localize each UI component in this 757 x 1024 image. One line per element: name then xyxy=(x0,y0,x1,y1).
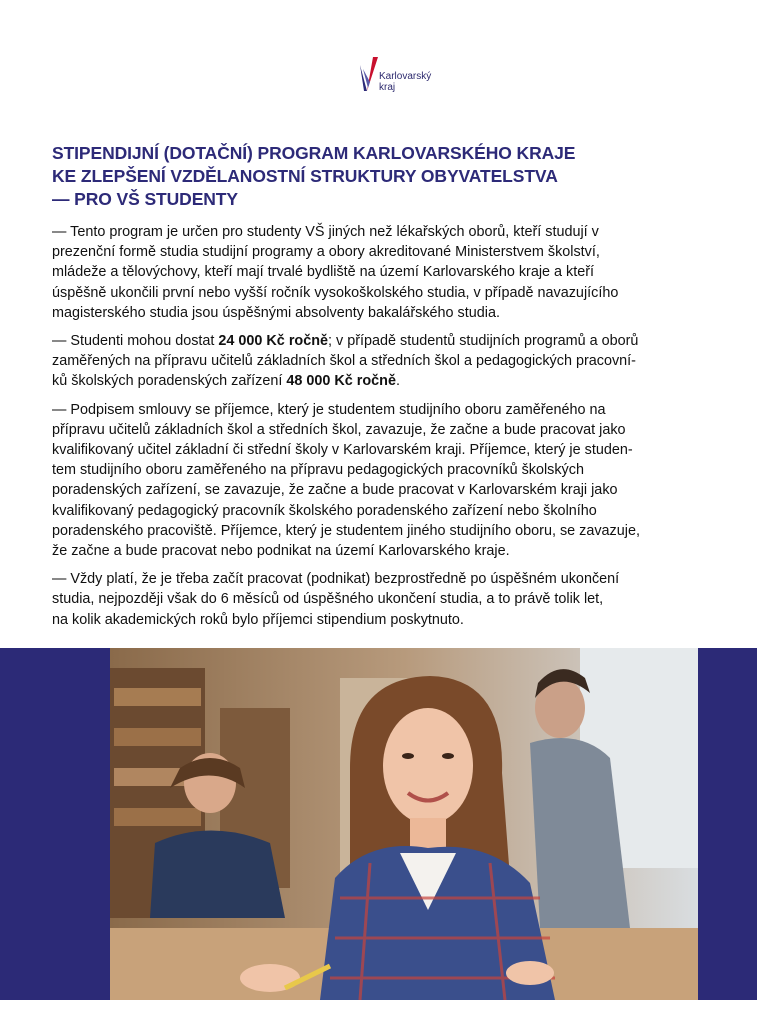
logo-line1: Karlovarský xyxy=(379,71,432,82)
text-line: — Podpisem smlouvy se příjemce, který je studentem studijního oboru zaměřeného na xyxy=(52,401,606,418)
text-line xyxy=(52,331,720,351)
text-fragment: ; v případě studentů studijních programů a oborů xyxy=(328,333,639,350)
body-text xyxy=(52,222,720,638)
text-line: na kolik akademických roků bylo příjemci stipendium poskytnuto. xyxy=(52,611,464,628)
text-line: že začne a bude pracovat nebo podnikat na území Karlovarského kraje. xyxy=(52,543,510,560)
text-line: poradenských zařízení, se zavazuje, že začne a bude pracovat v Karlovarském kraji jako xyxy=(52,482,618,499)
page-title xyxy=(52,142,712,211)
logo xyxy=(358,55,458,100)
text-line: poradenského pracoviště. Příjemce, který je studentem jiného studijního oboru, se zavazuje, xyxy=(52,522,640,539)
text-line: kvalifikovaný učitel základní či střední školy v Karlovarském kraji. Příjemce, který je studen- xyxy=(52,442,633,459)
text-line: zaměřených na přípravu učitelů základních škol a středních škol a pedagogických pracovní- xyxy=(52,353,636,370)
paragraph-timing xyxy=(52,569,720,630)
amount-48000: 48 000 Kč ročně xyxy=(286,373,396,390)
logo-text xyxy=(379,71,431,93)
students-in-library-photo xyxy=(110,648,698,1000)
text-line xyxy=(52,371,720,391)
title-line1: STIPENDIJNÍ (DOTAČNÍ) PROGRAM KARLOVARSKÉHO KRAJE xyxy=(52,143,576,163)
title-line3: — PRO VŠ STUDENTY xyxy=(52,189,238,209)
paragraph-amount xyxy=(52,331,720,392)
text-fragment: — Studenti mohou dostat xyxy=(52,333,219,350)
text-fragment: . xyxy=(395,373,400,390)
text-line: mládeže a tělovýchovy, kteří mají trvalé bydliště na území Karlovarského kraje a kteří xyxy=(52,264,595,281)
text-fragment: ků školských poradenských zařízení xyxy=(52,373,287,390)
text-line: tem studijního oboru zaměřeného na přípravu pedagogických pracovníků školských xyxy=(52,462,584,479)
text-line: prezenční formě studia studijní programy a obory akreditované Ministerstvem školství, xyxy=(52,244,600,261)
text-line: magisterského studia jsou úspěšnými absolventy bakalářského studia. xyxy=(52,304,500,321)
text-line: — Tento program je určen pro studenty VŠ jiných než lékařských oborů, kteří studují v xyxy=(52,224,599,240)
text-line: — Vždy platí, že je třeba začít pracovat (podnikat) bezprostředně po úspěšném ukončení xyxy=(52,571,620,588)
amount-24000: 24 000 Kč ročně xyxy=(218,333,329,350)
title-line2: KE ZLEPŠENÍ VZDĚLANOSTNÍ STRUKTURY OBYVATELSTVA xyxy=(52,166,558,186)
paragraph-obligation xyxy=(52,400,720,562)
karlovarsky-kraj-logo-icon xyxy=(358,55,380,91)
paragraph-eligibility xyxy=(52,222,720,323)
text-line: úspěšně ukončili první nebo vyšší ročník vysokoškolského studia, v případě navazujícího xyxy=(52,284,619,301)
logo-line2: kraj xyxy=(379,82,396,93)
text-line: přípravu učitelů základních škol a středních škol, zavazuje, že začne a bude pracovat jako xyxy=(52,421,626,438)
text-line: studia, nejpozději však do 6 měsíců od úspěšného ukončení studia, a to právě tolik let, xyxy=(52,591,604,608)
text-line: kvalifikovaný pedagogický pracovník školského poradenského zařízení nebo školního xyxy=(52,502,597,519)
